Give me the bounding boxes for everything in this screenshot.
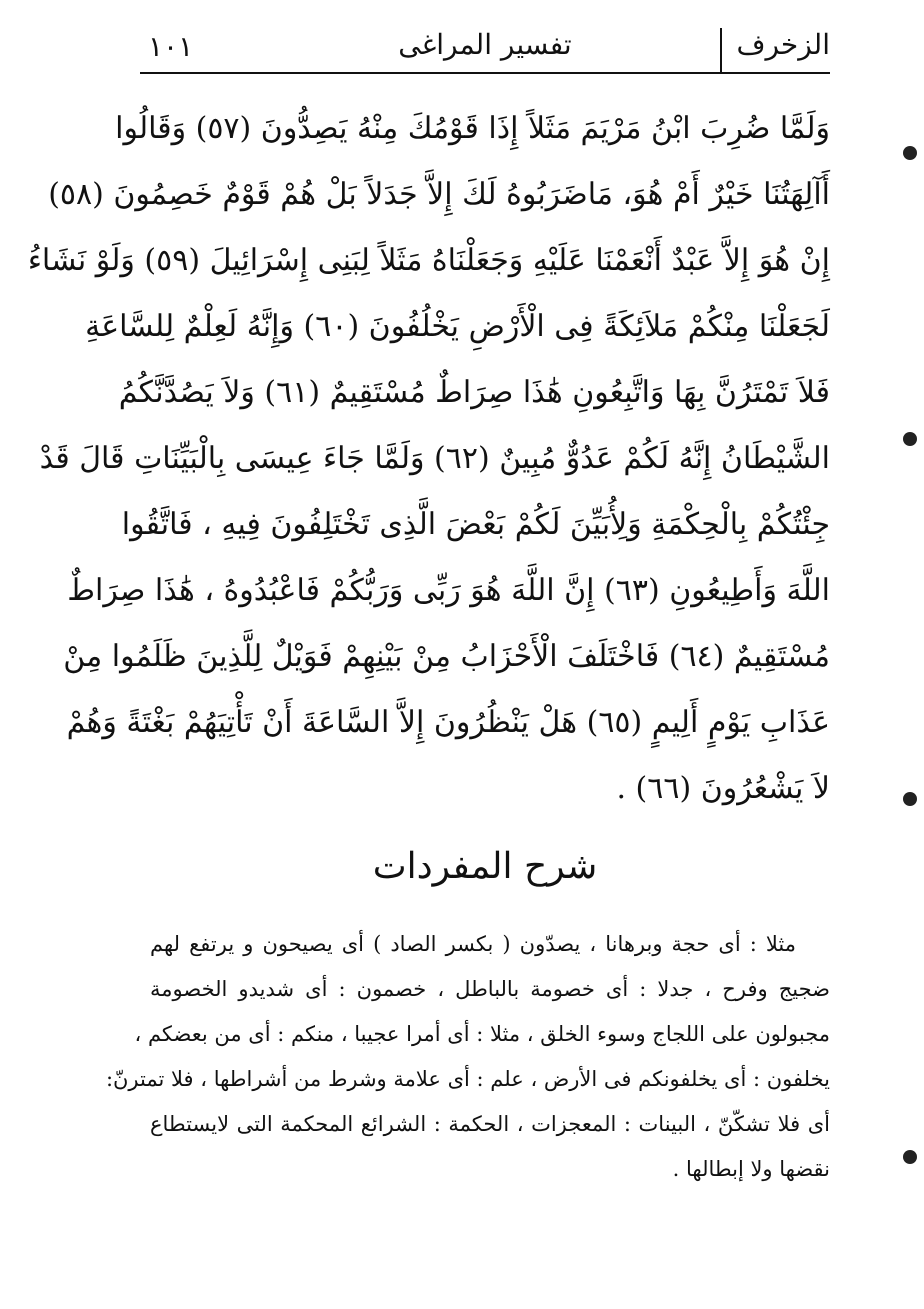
binding-hole-mark xyxy=(903,1150,917,1164)
verse-line: اللَّهَ وَأَطِيعُونِ (٦٣) إِنَّ اللَّهَ هُوَ رَبِّى وَرَبُّكُمْ فَاعْبُدُوهُ ، هَٰذَا صِرَاطٌ xyxy=(67,573,830,608)
glossary-line: نقضها ولا إبطالها . xyxy=(672,1157,830,1181)
glossary-block xyxy=(105,922,830,1192)
page-number: ١٠١ xyxy=(148,30,194,63)
verse-line: عَذَابِ يَوْمٍ أَلِيمٍ (٦٥) هَلْ يَنْظُرُونَ إِلاَّ السَّاعَةَ أَنْ تَأْتِيَهُمْ بَغْتَةً وَهُمْ xyxy=(66,705,830,740)
glossary-line: يخلفون : أى يخلفونكم فى الأرض ، علم : أى علامة وشرط من أشراطها ، فلا تمترنّ: xyxy=(105,1067,830,1091)
glossary-line: ضجيج وفرح ، جدلا : أى خصومة بالباطل ، خصمون : أى شديدو الخصومة xyxy=(150,977,830,1001)
book-title: تفسير المراغى xyxy=(398,28,572,61)
verse-line: فَلاَ تَمْتَرُنَّ بِهَا وَاتَّبِعُونِ هَٰذَا صِرَاطٌ مُسْتَقِيمٌ (٦١) وَلاَ يَصُدَّنَّكُمُ xyxy=(118,375,830,410)
verse-line: الشَّيْطَانُ إِنَّهُ لَكُمْ عَدُوٌّ مُبِينٌ (٦٢) وَلَمَّا جَاءَ عِيسَى بِالْبَيِّنَاتِ قَالَ قَدْ xyxy=(39,441,830,476)
section-title: شرح المفردات xyxy=(372,846,598,887)
verse-line: وَلَمَّا ضُرِبَ ابْنُ مَرْيَمَ مَثَلاً إِذَا قَوْمُكَ مِنْهُ يَصِدُّونَ (٥٧) وَقَالُوا xyxy=(115,111,830,146)
verse-line: لَجَعَلْنَا مِنْكُمْ مَلاَئِكَةً فِى الْأَرْضِ يَخْلُفُونَ (٦٠) وَإِنَّهُ لَعِلْمٌ لِلسَّاعَةِ xyxy=(85,309,830,344)
binding-hole-mark xyxy=(903,146,917,160)
surah-name: الزخرف xyxy=(720,28,830,72)
verse-line: جِئْتُكُمْ بِالْحِكْمَةِ وَلِأُبَيِّنَ لَكُمْ بَعْضَ الَّذِى تَخْتَلِفُونَ فِيهِ ، فَاتَّقُوا xyxy=(121,507,830,542)
verse-line: أَآلِهَتُنَا خَيْرٌ أَمْ هُوَ، مَاضَرَبُوهُ لَكَ إِلاَّ جَدَلاً بَلْ هُمْ قَوْمٌ خَصِمُونَ (٥٨) xyxy=(48,177,830,212)
glossary-line: أى فلا تشكّنّ ، البينات : المعجزات ، الحكمة : الشرائع المحكمة التى لايستطاع xyxy=(150,1112,830,1136)
glossary-line: مثلا : أى حجة وبرهانا ، يصدّون ( بكسر الصاد ) أى يصيحون و يرتفع لهم xyxy=(150,932,796,956)
verse-line: مُسْتَقِيمٌ (٦٤) فَاخْتَلَفَ الْأَحْزَابُ مِنْ بَيْنِهِمْ فَوَيْلٌ لِلَّذِينَ ظَلَمُوا مِنْ xyxy=(63,639,830,674)
header-rule xyxy=(140,72,830,74)
binding-hole-mark xyxy=(903,792,917,806)
verse-line: إِنْ هُوَ إِلاَّ عَبْدٌ أَنْعَمْنَا عَلَيْهِ وَجَعَلْنَاهُ مَثَلاً لِبَنِى إِسْرَائِيلَ (٥٩) وَلَوْ نَشَاءُ xyxy=(27,243,830,278)
verse-line: لاَ يَشْعُرُونَ (٦٦) . xyxy=(616,771,830,806)
running-header xyxy=(140,22,830,74)
glossary-line: مجبولون على اللجاج وسوء الخلق ، مثلا : أى أمرا عجيبا ، منكم : أى من بعضكم ، xyxy=(134,1022,830,1046)
verses-block xyxy=(27,96,830,822)
binding-hole-mark xyxy=(903,432,917,446)
